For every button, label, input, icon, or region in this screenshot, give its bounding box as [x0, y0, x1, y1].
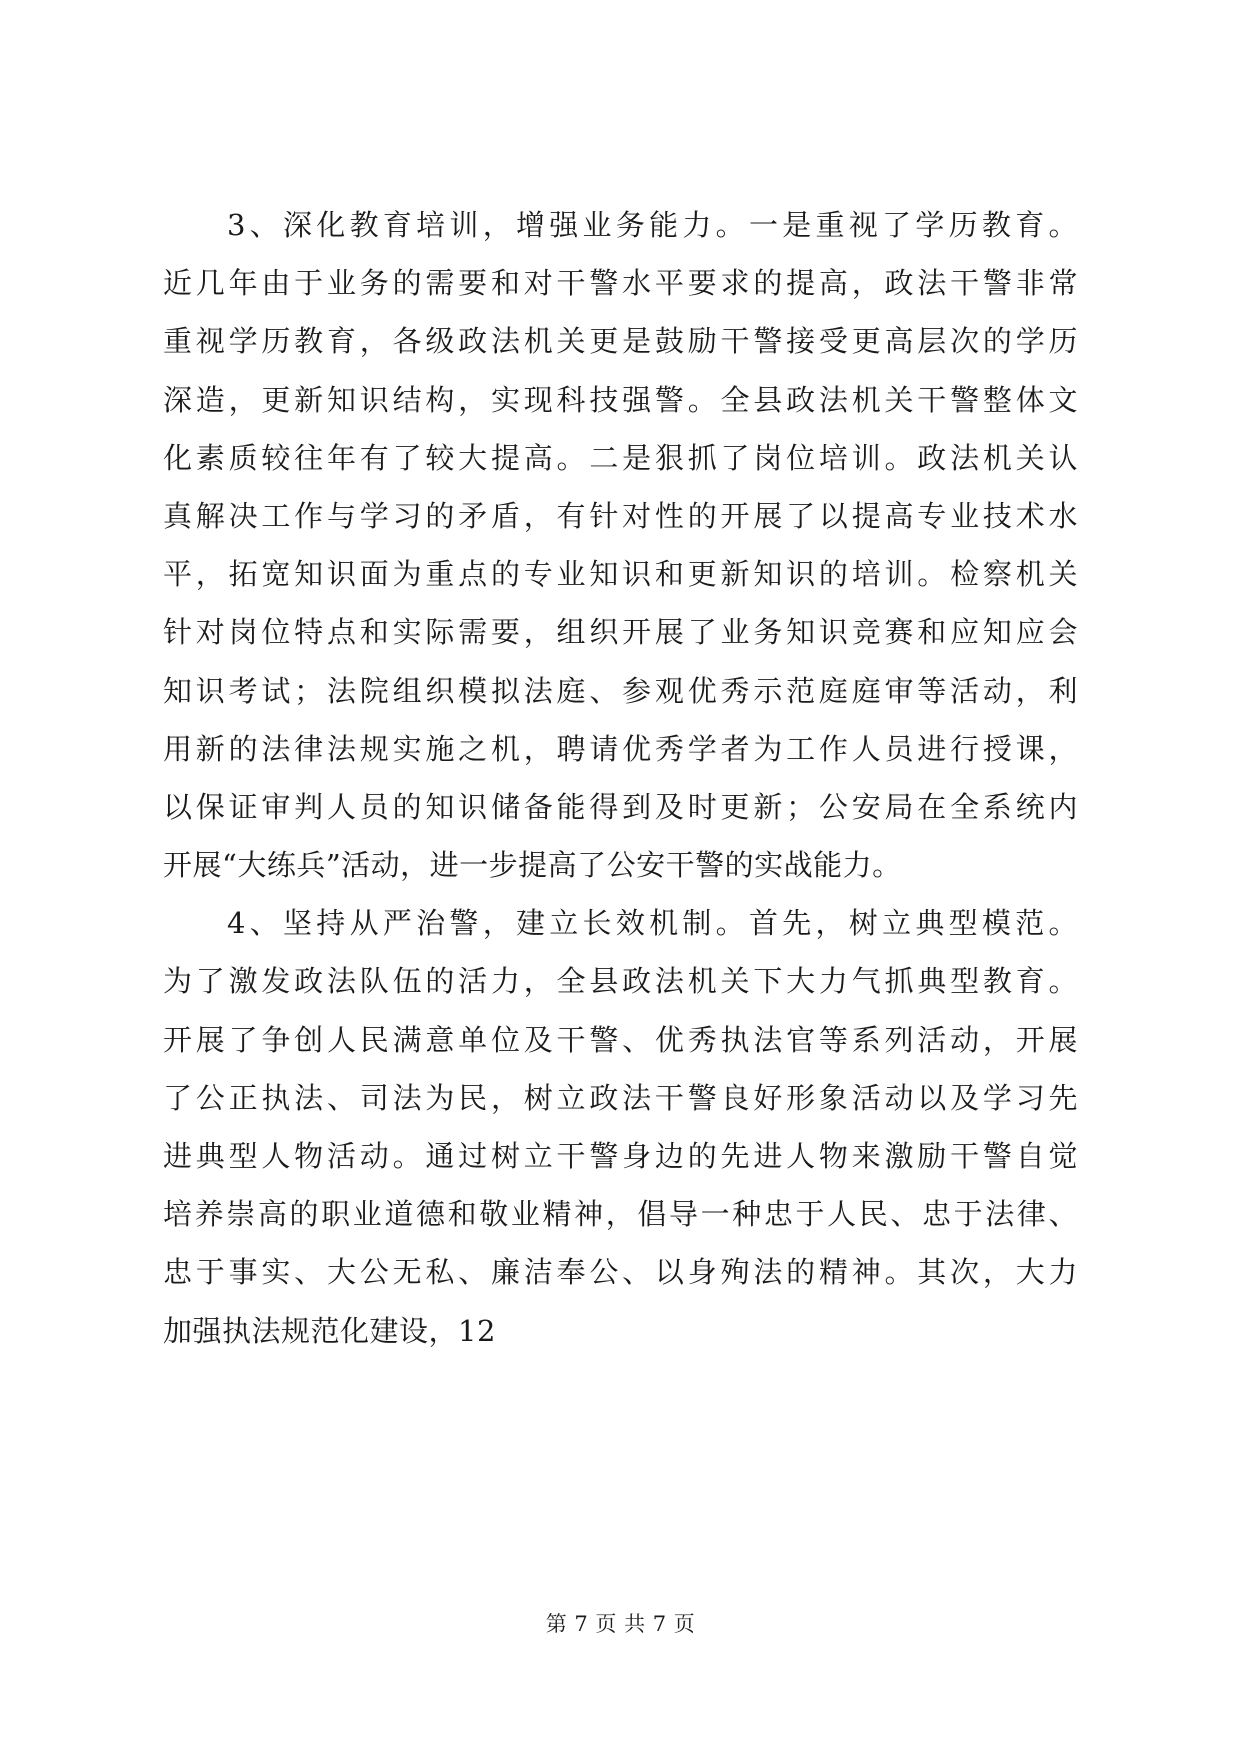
text-line: 重视学历教育，各级政法机关更是鼓励干警接受更高层次的学历	[163, 324, 1078, 359]
text-line: 开展“大练兵”活动，进一步提高了公安干警的实战能力。	[163, 848, 902, 883]
text-line: 3、深化教育培训，增强业务能力。一是重视了学历教育。	[227, 208, 1078, 242]
text-line: 用新的法律法规实施之机，聘请优秀学者为工作人员进行授课，	[163, 731, 1078, 766]
text-line: 4、坚持从严治警，建立长效机制。首先，树立典型模范。	[227, 906, 1078, 941]
text-line: 平，拓宽知识面为重点的专业知识和更新知识的培训。检察机关	[163, 557, 1078, 592]
text-line: 了公正执法、司法为民，树立政法干警良好形象活动以及学习先	[163, 1080, 1078, 1115]
text-line: 开展了争创人民满意单位及干警、优秀执法官等系列活动，开展	[163, 1022, 1078, 1057]
text-line: 知识考试；法院组织模拟法庭、参观优秀示范庭庭审等活动，利	[163, 673, 1078, 708]
text-line: 以保证审判人员的知识储备能得到及时更新；公安局在全系统内	[163, 789, 1078, 824]
text-line: 进典型人物活动。通过树立干警身边的先进人物来激励干警自觉	[163, 1139, 1078, 1173]
text-line: 加强执法规范化建设，12	[163, 1313, 496, 1348]
text-line: 为了激发政法队伍的活力，全县政法机关下大力气抓典型教育。	[163, 964, 1078, 999]
text-line: 真解决工作与学习的矛盾，有针对性的开展了以提高专业技术水	[163, 498, 1078, 533]
document-body	[163, 196, 1078, 1360]
page-number-footer: 第 7 页 共 7 页	[545, 1612, 696, 1636]
text-line: 化素质较往年有了较大提高。二是狠抓了岗位培训。政法机关认	[163, 440, 1078, 475]
text-line: 深造，更新知识结构，实现科技强警。全县政法机关干警整体文	[163, 382, 1078, 417]
text-line: 忠于事实、大公无私、廉洁奉公、以身殉法的精神。其次，大力	[163, 1255, 1078, 1290]
text-line: 针对岗位特点和实际需要，组织开展了业务知识竞赛和应知应会	[163, 615, 1078, 650]
text-line: 培养崇高的职业道德和敬业精神，倡导一种忠于人民、忠于法律、	[163, 1197, 1078, 1232]
text-line: 近几年由于业务的需要和对干警水平要求的提高，政法干警非常	[163, 266, 1078, 301]
